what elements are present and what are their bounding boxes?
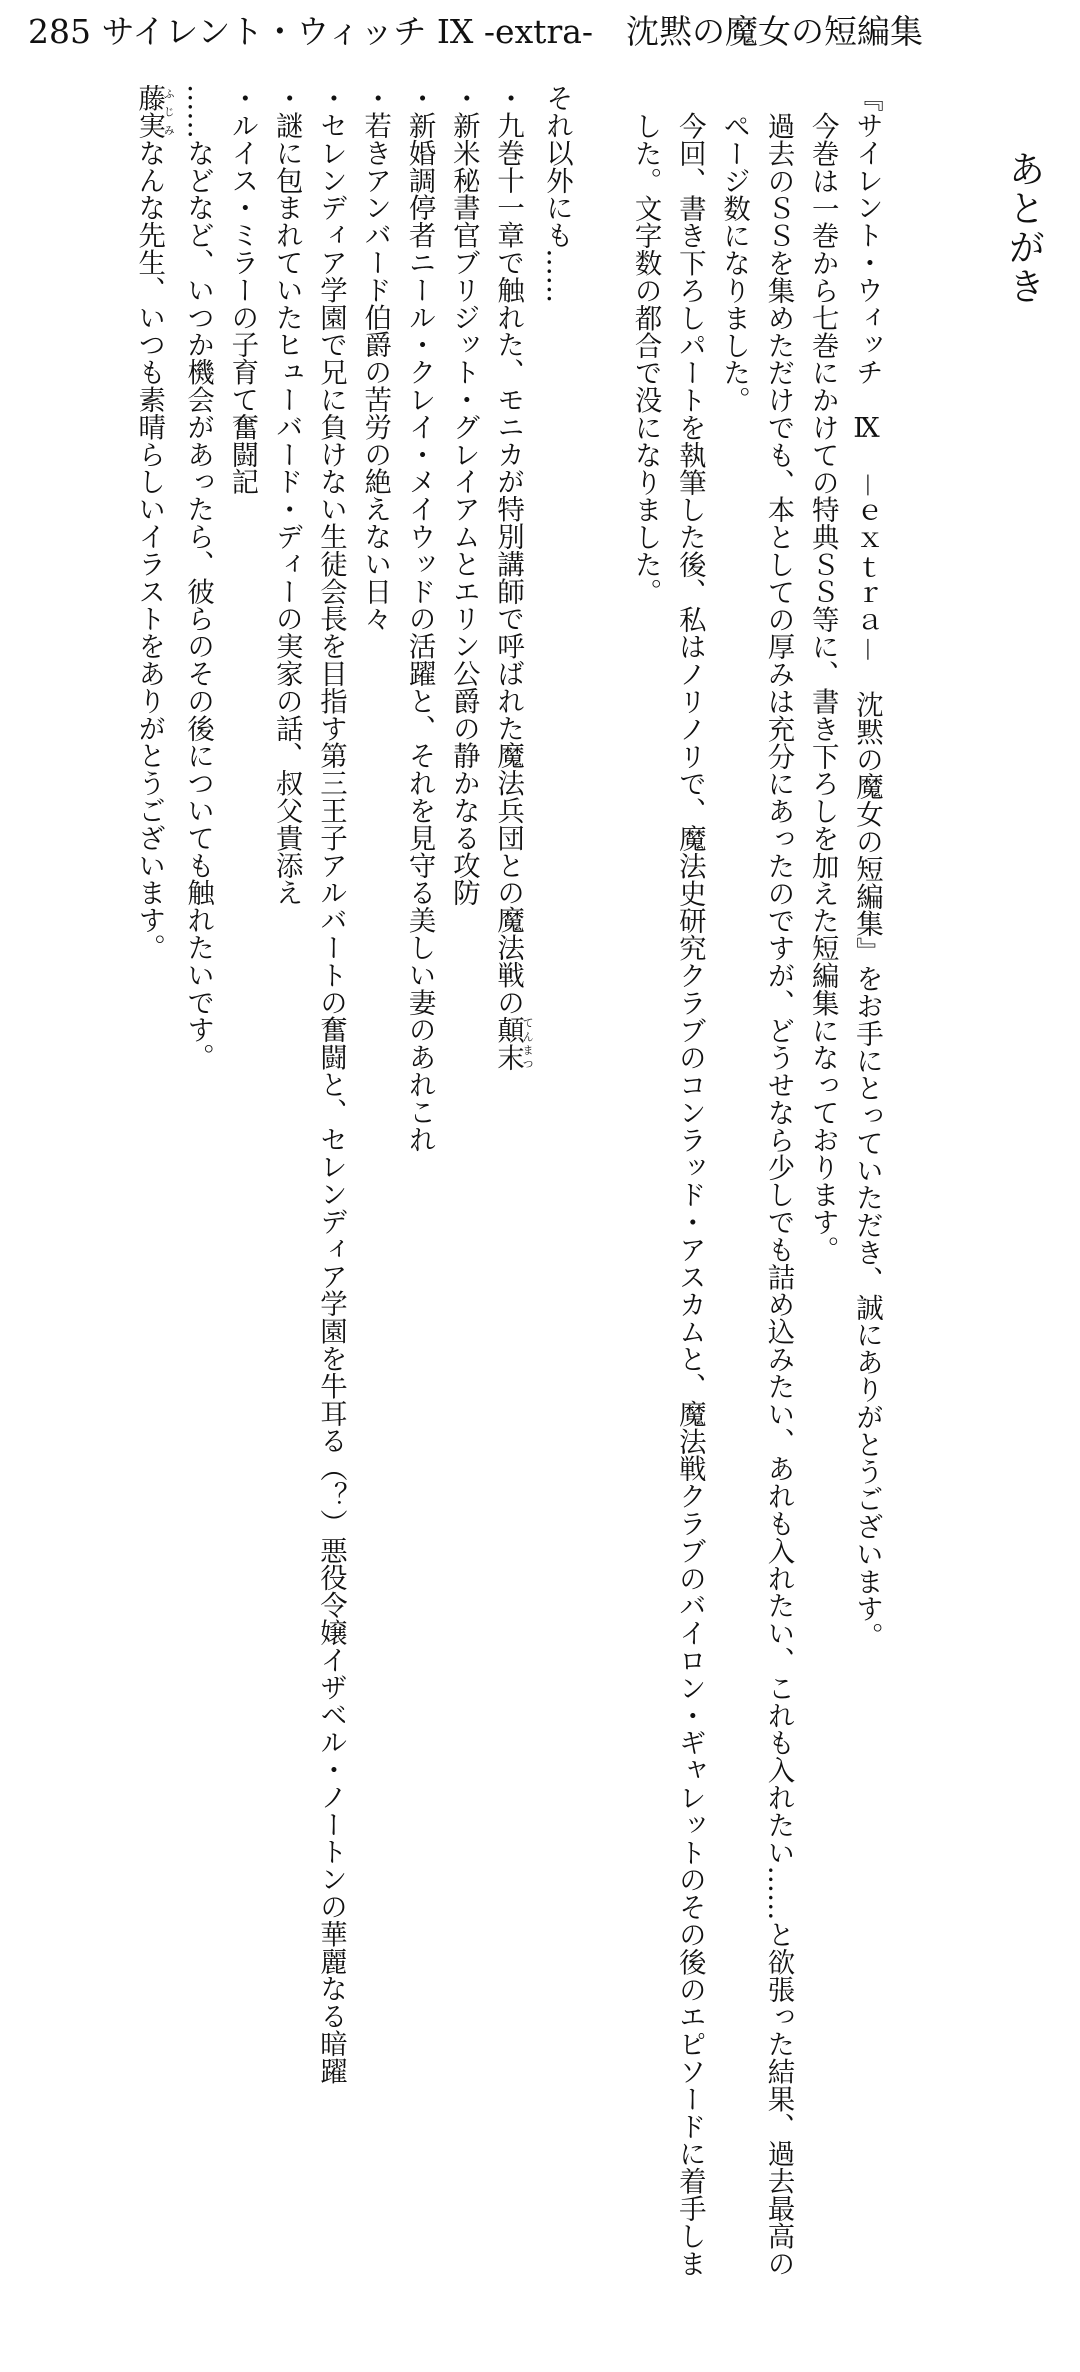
list-item: ・新婚調停者ニール・クレイ・メイウッドの活躍と、それを見守る美しい妻のあれこれ bbox=[403, 84, 435, 1153]
list-item bbox=[485, 84, 534, 2284]
list-item-text: ・九巻十一章で触れた、モニカが特別講師で呼ばれた魔法兵団との魔法戦の bbox=[492, 84, 524, 1016]
list-item: ・ルイス・ミラーの子育て奮闘記 bbox=[226, 84, 258, 495]
chapter-title: あとがき bbox=[1002, 150, 1045, 306]
list-item: ・謎に包まれていたヒューバード・ディーの実家の話、叔父貴添え bbox=[270, 84, 302, 906]
list-item: ・セレンディア学園で兄に負けない生徒会長を目指す第三王子アルバートの奮闘と、セレンディア学園を牛耳る（？）悪役令嬢イザベル・ノートンの華麗なる暗躍 bbox=[314, 84, 346, 2085]
paragraph-page-count: 過去のＳＳを集めただけでも、本としての厚みは充分にあったのですが、どうせなら少しでも詰め込みたい、あれも入れたい、これも入れたい……と欲張った結果、過去最高のページ数になりました。 bbox=[718, 112, 794, 2277]
page-number: 285 bbox=[28, 12, 91, 51]
list-item: ・若きアンバード伯爵の苦労の絶えない日々 bbox=[359, 84, 391, 632]
paragraph-intro: 今巻は一巻から七巻にかけての特典ＳＳ等に、書き下ろしを加えた短編集になっております。 bbox=[806, 112, 838, 1263]
paragraph-thanks: 『サイレント・ウィッチ Ⅸ －ｅｘｔｒａ－ 沈黙の魔女の短編集』をお手にとっていただき、誠にありがとうございます。 bbox=[851, 84, 882, 1650]
paragraph-others: それ以外にも…… bbox=[540, 84, 572, 304]
paragraph-illustrator: 藤実ふじみなんな先生、いつも素晴らしいイラストをありがとうございます。 bbox=[133, 84, 176, 961]
paragraph-future: ……などなど、いつか機会があったら、彼らのその後についても触れたいです。 bbox=[182, 84, 214, 1071]
book-title: サイレント・ウィッチ IX -extra- 沈黙の魔女の短編集 bbox=[101, 12, 924, 51]
page-header bbox=[28, 12, 923, 52]
ruby-word: 顛末てんまつ bbox=[492, 1015, 535, 1071]
blank-line bbox=[578, 84, 622, 2284]
ruby-word: 藤実ふじみ bbox=[133, 84, 176, 139]
afterword-body bbox=[58, 84, 888, 2284]
paragraph-bonus: 今回、書き下ろしパートを執筆した後、私はノリノリで、魔法史研究クラブのコンラッド・アスカムと、魔法戦クラブのバイロン・ギャレットのその後のエピソードに着手しました。文字数の都合で没になりました。 bbox=[629, 112, 705, 2277]
list-item: ・新米秘書官ブリジット・グレイアムとエリン公爵の静かなる攻防 bbox=[447, 84, 479, 906]
